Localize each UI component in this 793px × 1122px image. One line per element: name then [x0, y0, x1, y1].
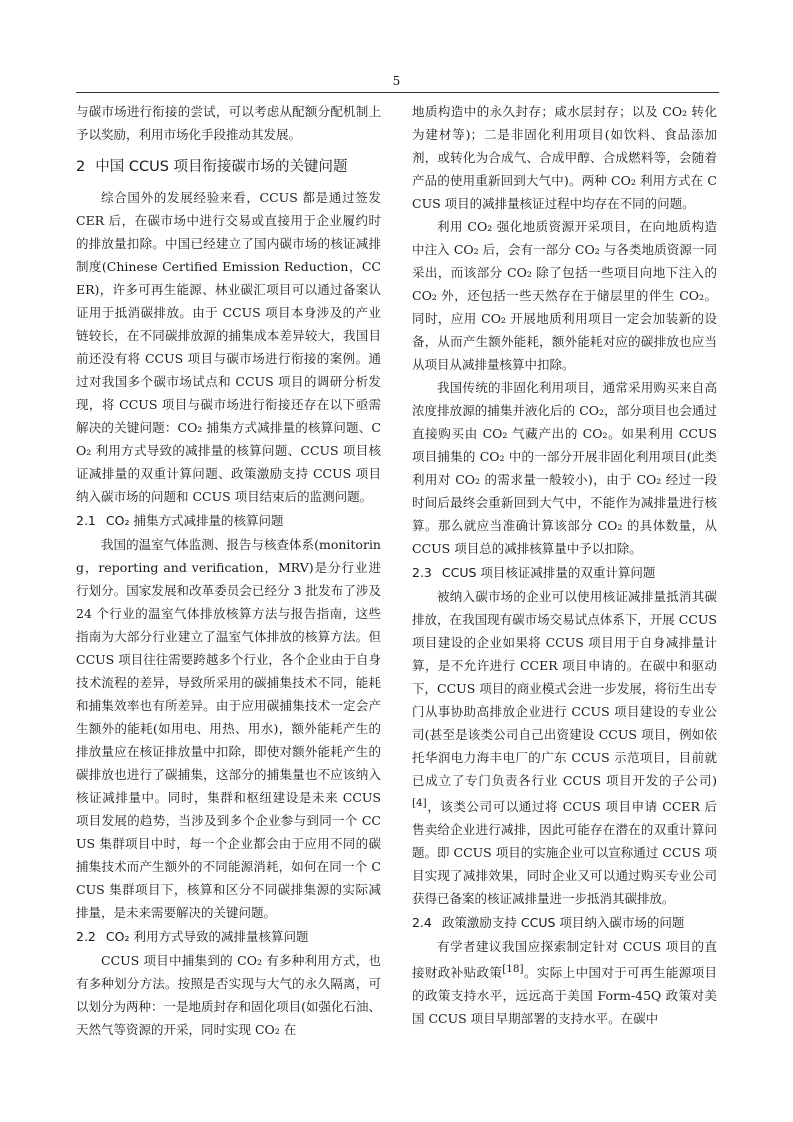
page-number: 5 — [392, 74, 401, 88]
citation: [18] — [502, 963, 524, 976]
section-2-2-heading — [76, 926, 381, 948]
section-2-1-paragraph: 我国的温室气体监测、报告与核查体系(monitoring，reporting and verification，MRV)是分行业进行划分。国家发展和改革委员会已经分 3 批发布了涉及 24 个行业的温室气体排放核算方法与报告指南，这些指南为大部分行业建立了温室气体排放的核算方法。但 CCUS 项目往往需要跨越多个行业，各个企业由于自身技术流程的差异，导致所采用的碳捕集技术不同，能耗和捕集效率也有所差异。由于应用碳捕集技术一定会产生额外的能耗(如用电、用热、用水)，额外能耗产生的排放量应在核证排放量中扣除，即使对额外能耗产生的碳排放也进行了碳捕集，这部分的捕集量也不应该纳入核证减排量中。同时，集群和枢纽建设是未来 CCUS 项目发展的趋势，当涉及到多个企业参与到同一个 CCUS 集群项目中时，每一个企业都会由于应用不同的碳捕集技术而产生额外的不同能源消耗，如何在同一个 CCUS 集群项目下，核算和区分不同碳排集源的实际减排量，是未来需要解决的关键问题。 — [76, 537, 381, 920]
section-2-4-paragraph — [412, 935, 717, 1030]
section-2-3-heading — [412, 562, 717, 584]
section-2-1-heading — [76, 510, 381, 532]
citation: [4] — [412, 797, 427, 809]
section-title: CO₂ 捕集方式减排量的核算问题 — [105, 513, 284, 528]
section-title: CO₂ 利用方式导致的减排量核算问题 — [105, 929, 309, 944]
paragraph-geologic-use: 利用 CO₂ 强化地质资源开采项目，在向地质构造中注入 CO₂ 后，会有一部分 CO₂ 与各类地质资源一同采出，而该部分 CO₂ 除了包括一些项目向地下注入的 CO₂ 外，还包括一些天然存在于储层里的伴生 CO₂。同时，应用 CO₂ 开展地质利用项目一定会加装新的设备，从而产生额外能耗，额外能耗对应的碳排放也应当从项目从减排量核算中扣除。 — [412, 219, 717, 372]
section-2-4-heading — [412, 912, 717, 934]
section-2-heading — [76, 156, 381, 178]
section-number: 2.4 — [412, 915, 432, 931]
header-rule — [76, 92, 719, 93]
section-title: CCUS 项目核证减排量的双重计算问题 — [441, 565, 656, 580]
left-column — [76, 100, 381, 1041]
paragraph-non-fixed-use: 我国传统的非固化利用项目，通常采用购买来自高浓度排放源的捕集并液化后的 CO₂，部分项目也会通过直接购买由 CO₂ 气藏产出的 CO₂。如果利用 CCUS 项目捕集的 CO₂ 中的一部分开展非固化利用项目(此类利用对 CO₂ 的需求量一般较小)，由于 CO₂ 经过一段时间后最终会重新回到大气中，不能作为减排量进行核算。那么就应当准确计算该部分 CO₂ 的具体数量，从 CCUS 项目总的减排核算量中予以扣除。 — [412, 380, 717, 556]
section-2-2-paragraph: CCUS 项目中捕集到的 CO₂ 有多种利用方式，也有多种划分方法。按照是否实现与大气的永久隔离，可以划分为两种：一是地质封存和固化项目(如强化石油、天然气等资源的开采，同时实现 CO₂ 在 — [76, 953, 381, 1037]
section-number: 2.2 — [76, 929, 96, 944]
text-run: 有学者建议我国应探索制定针对 CCUS 项目的直接财政补贴政策 — [412, 939, 717, 981]
section-title: 中国 CCUS 项目衔接碳市场的关键问题 — [95, 159, 348, 175]
section-number: 2.3 — [412, 565, 432, 580]
section-2-paragraph: 综合国外的发展经验来看，CCUS 都是通过签发 CER 后，在碳市场中进行交易或直接用于企业履约时的排放量扣除。中国已经建立了国内碳市场的核证减排制度(Chinese Certified Emission Reduction，CCER)，许多可再生能源、林业碳汇项目可以通过备案认证用于抵消碳排放。由于 CCUS 项目本身涉及的产业链较长，在不同碳排放源的捕集成本差异较大，我国目前还没有将 CCUS 项目与碳市场进行衔接的案例。通过对我国多个碳市场试点和 CCUS 项目的调研分析发现，将 CCUS 项目与碳市场进行衔接还存在以下亟需解决的关键问题：CO₂ 捕集方式减排量的核算问题、CO₂ 利用方式导致的减排量的核算问题、CCUS 项目核证减排量的双重计算问题、政策激励支持 CCUS 项目纳入碳市场的问题和 CCUS 项目结束后的监测问题。 — [76, 190, 381, 504]
intro-paragraph: 与碳市场进行衔接的尝试，可以考虑从配额分配机制上予以奖励，利用市场化手段推动其发展。 — [76, 104, 381, 142]
section-title: 政策激励支持 CCUS 项目纳入碳市场的问题 — [441, 915, 685, 931]
section-number: 2 — [76, 159, 86, 175]
section-2-3-paragraph — [412, 585, 717, 910]
text-run: 。实际上中国对于可再生能源项目的政策支持水平，远远高于美国 Form-45Q 政策对美国 CCUS 项目早期部署的支持水平。在碳中 — [412, 965, 717, 1027]
text-run: ，该类公司可以通过将 CCUS 项目申请 CCER 后售卖给企业进行减排，因此可能存在潜在的双重计算问题。即 CCUS 项目的实施企业可以宣称通过 CCUS 项目实现了减排效果，同时企业又可以通过购买专业公司获得已备案的核证减排量进一步抵消其碳排放。 — [412, 799, 717, 907]
continued-paragraph: 地质构造中的永久封存；咸水层封存；以及 CO₂ 转化为建材等)；二是非固化利用项目(如饮料、食品添加剂，或转化为合成气、合成甲醇、合成燃料等，会随着产品的使用重新回到大气中)。两种 CO₂ 利用方式在 CCUS 项目的减排量核证过程中均存在不同的问题。 — [412, 104, 717, 211]
right-column — [412, 100, 717, 1030]
section-number: 2.1 — [76, 513, 96, 528]
text-run: 被纳入碳市场的企业可以使用核证减排量抵消其碳排放，在我国现有碳市场交易试点体系下，开展 CCUS 项目建设的企业如果将 CCUS 项目用于自身减排量计算，是不允许进行 CCER 项目申请的。在碳中和驱动下，CCUS 项目的商业模式会进一步发展，将衍生出专门从事协助高排放企业进行 CCUS 项目建设的专业公司(甚至是该类公司自己出资建设 CCUS 项目，例如依托华润电力海丰电厂的广东 CCUS 示范项目，目前就已成立了专门负责各行业 CCUS 项目开发的子公司) — [412, 589, 717, 788]
